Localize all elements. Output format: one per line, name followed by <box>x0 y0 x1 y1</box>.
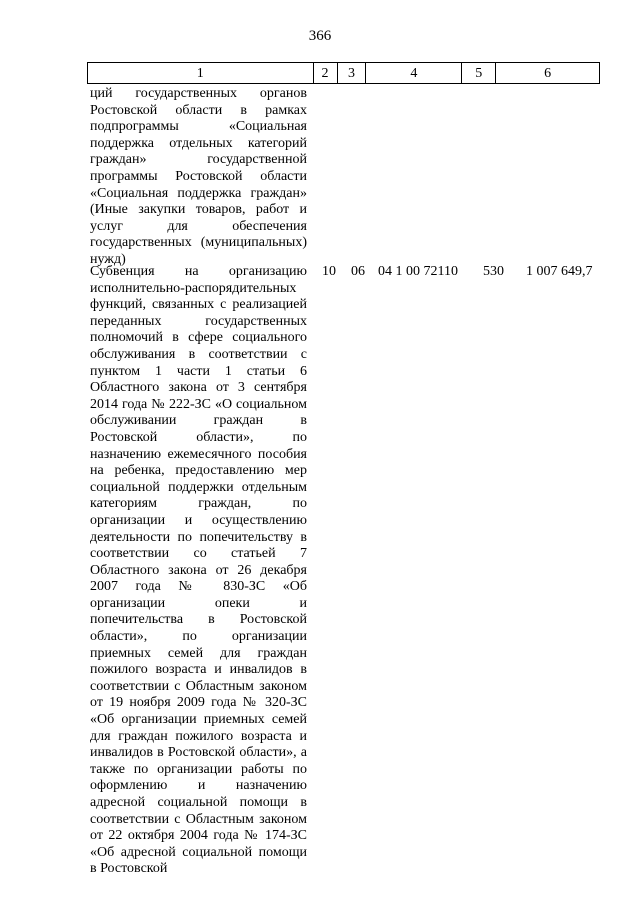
page-number: 366 <box>308 28 332 44</box>
table-row-2-amount: 1 007 649,7 <box>526 264 593 279</box>
table-row-1-description: ций государственных органов Ростовской области в рамках подпрограммы «Социальная поддержка отдельных категорий граждан» государственной программы Ростовской области «Социальная поддержка граждан» (Иные закупки товаров, работ и услуг для обеспечения государственных (муниципальных) нужд) <box>90 86 307 267</box>
table-header-row <box>87 62 600 84</box>
header-col-2: 2 <box>314 63 338 83</box>
header-col-5: 5 <box>462 63 496 83</box>
header-col-1: 1 <box>88 63 314 83</box>
table-row-2-target-article: 04 1 00 72110 <box>378 264 458 279</box>
header-col-3: 3 <box>338 63 367 83</box>
header-col-6: 6 <box>496 63 600 83</box>
table-row-2-section: 10 <box>322 264 336 279</box>
table-row-2-subsection: 06 <box>351 264 365 279</box>
table-row-2-description: Субвенция на организацию исполнительно-распорядительных функций, связанных с реализацией переданных государственных полномочий в сфере социального обслуживания в соответствии с пунктом 1 части 1 статьи 6 Областного закона от 3 сентября 2014 года № 222-ЗС «О социальном обслуживании граждан в Ростовской области», по назначению ежемесячного пособия на ребенка, предоставлению мер социальной поддержки отдельным категориям граждан, по организации и осуществлению деятельности по попечительству в соответствии со статьей 7 Областного закона от 26 декабря 2007 года № 830-ЗС «Об организации опеки и попечительства в Ростовской области», по организации приемных семей для граждан пожилого возраста и инвалидов в соответствии с Областным законом от 19 ноября 2009 года № 320-ЗС «Об организации приемных семей для граждан пожилого возраста и инвалидов в Ростовской области», а также по организации работы по оформлению и назначению адресной социальной помощи в соответствии с Областным законом от 22 октября 2004 года № 174-ЗС «Об адресной социальной помощи в Ростовской <box>90 264 307 877</box>
table-row-2-expense-type: 530 <box>483 264 504 279</box>
header-col-4: 4 <box>366 63 462 83</box>
